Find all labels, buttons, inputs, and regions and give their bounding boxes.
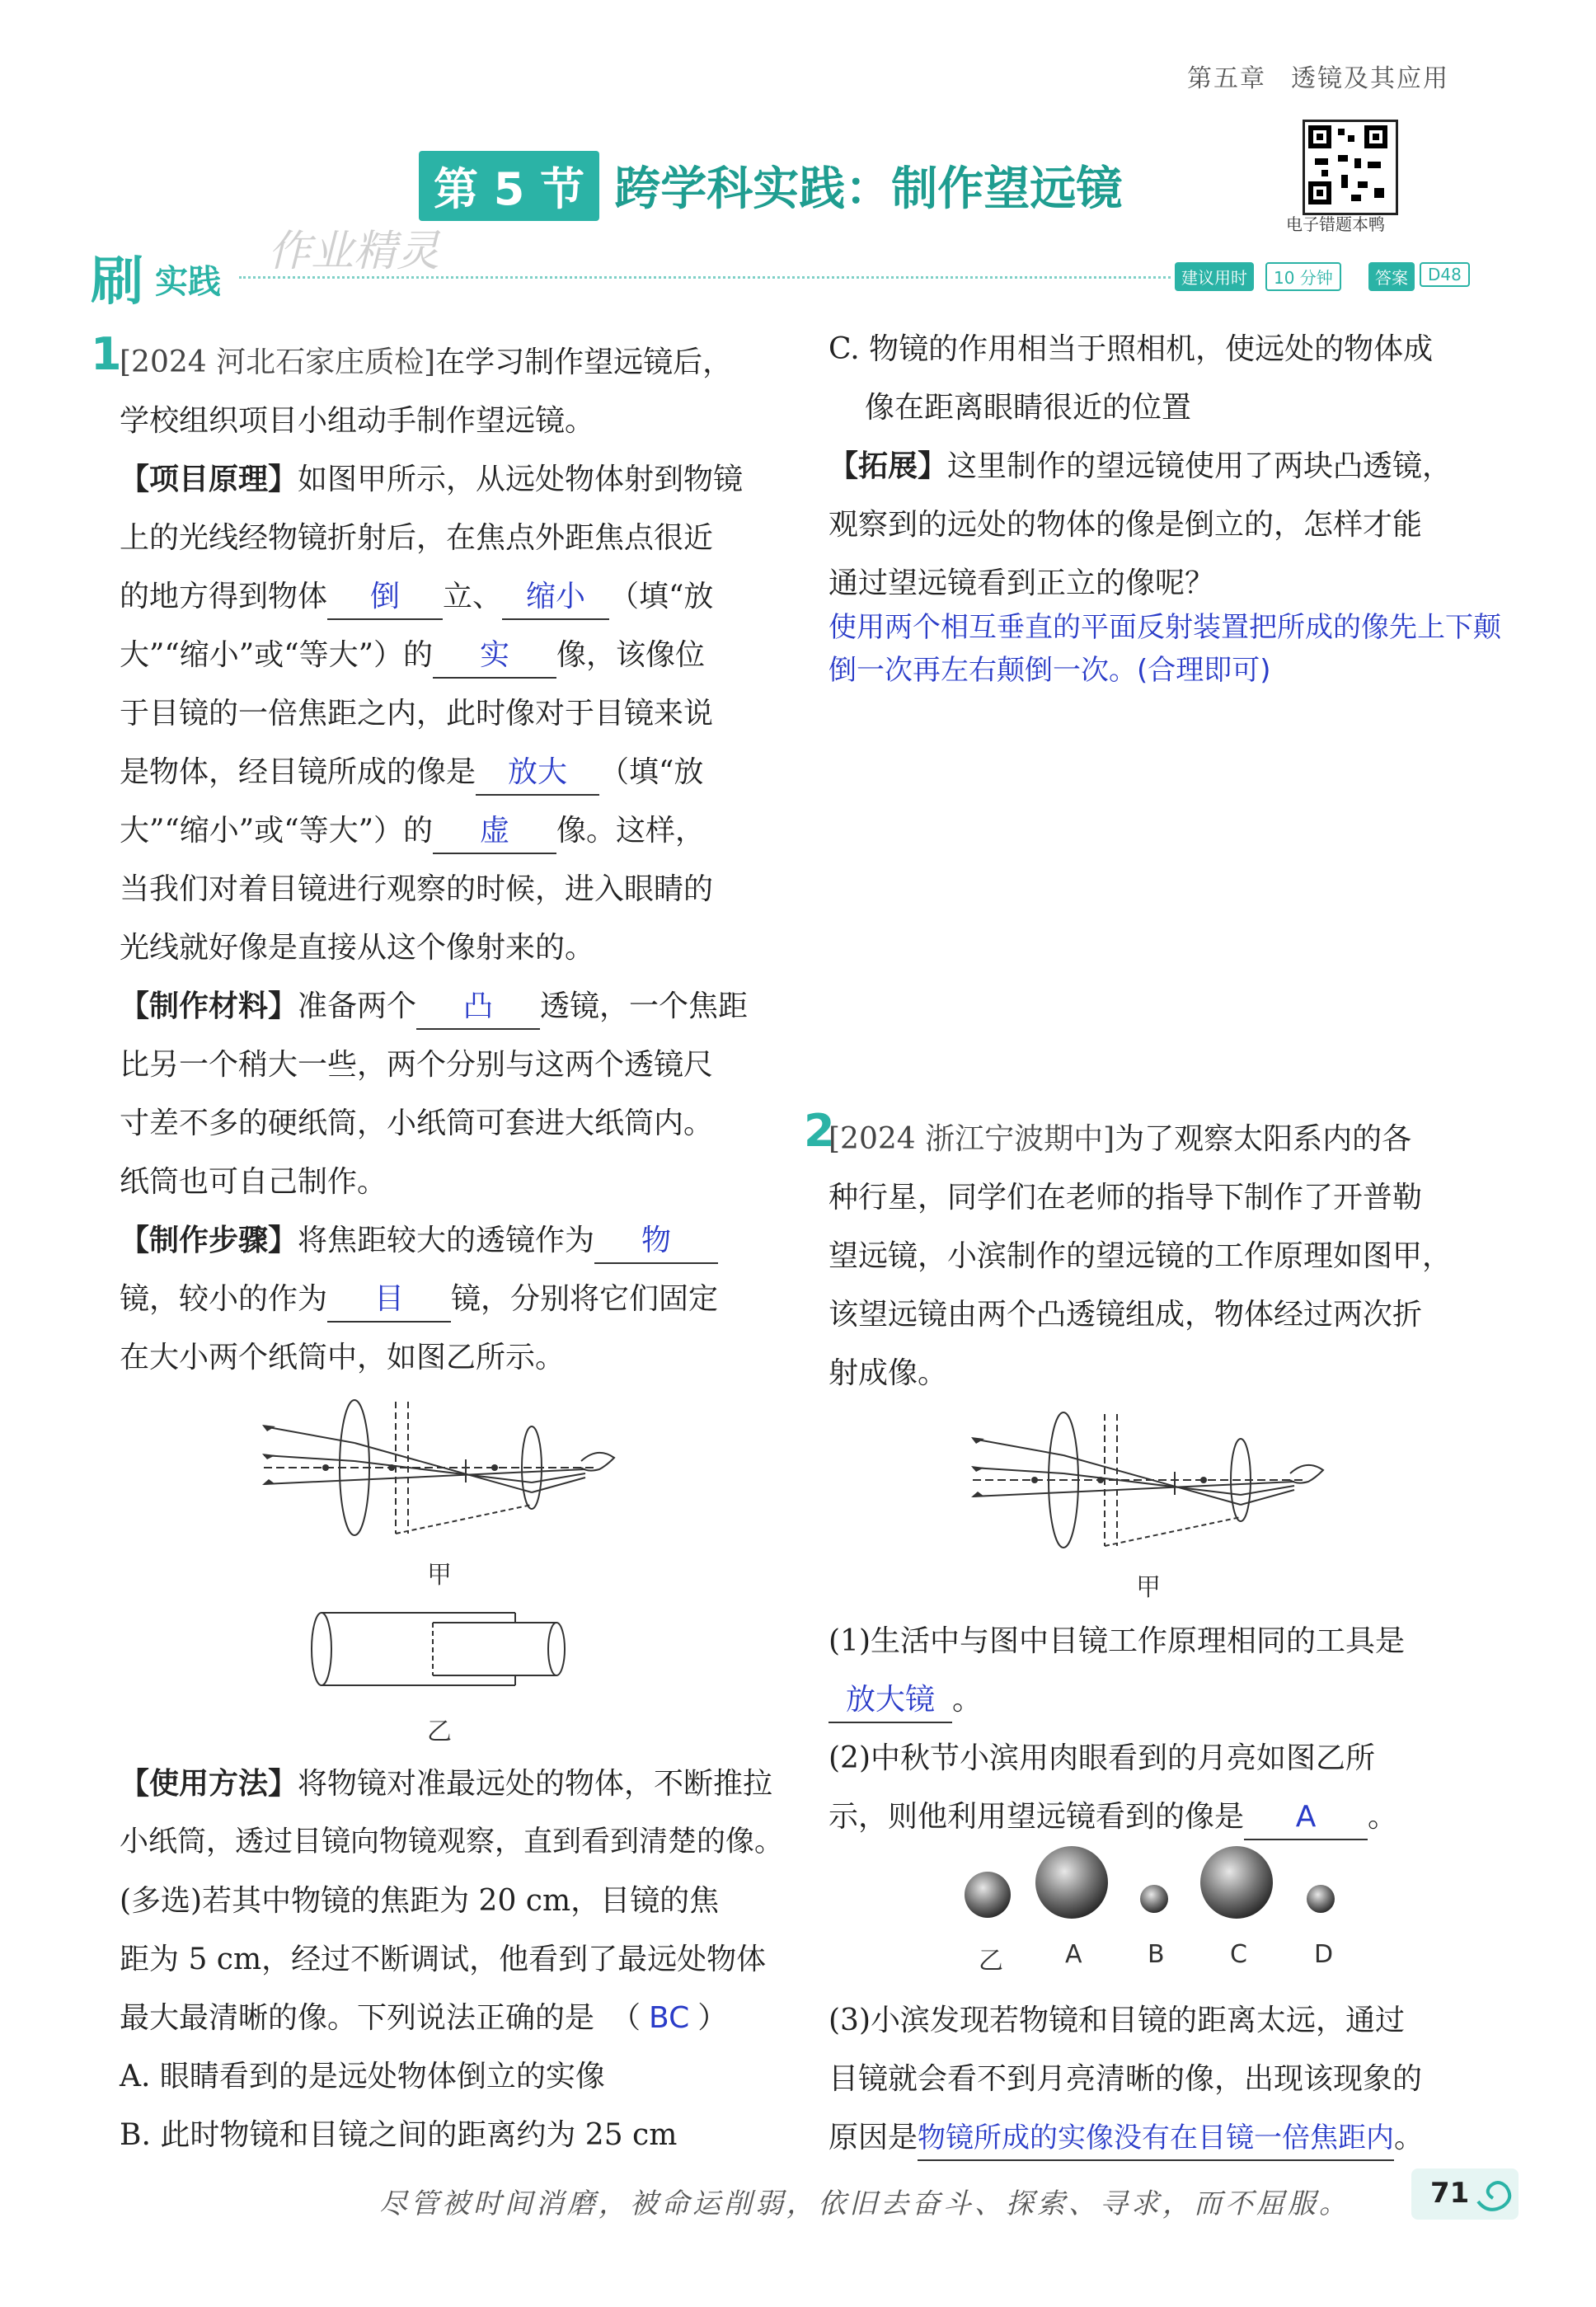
- answer-magnifier[interactable]: 放大镜: [829, 1679, 952, 1723]
- qr-code[interactable]: [1303, 120, 1398, 215]
- moon-d[interactable]: [1307, 1885, 1335, 1913]
- q2-intro-5: 射成像。: [829, 1356, 948, 1390]
- moon-label-a: A: [1065, 1940, 1082, 1969]
- chapter-number: 第五章: [1187, 64, 1266, 93]
- answer-blank-6[interactable]: 凸: [416, 985, 540, 1030]
- watermark: 作业精灵: [268, 227, 440, 276]
- q2-intro: 为了观察太阳系内的各: [1115, 1122, 1412, 1156]
- principle-text-4b: 像，该像位: [556, 638, 706, 672]
- moon-label-b: B: [1148, 1940, 1165, 1969]
- section-title-bar: [419, 153, 1122, 218]
- materials-text-3: 寸差不多的硬纸筒，小纸筒可套进大纸筒内。: [120, 1107, 714, 1140]
- steps-text-3: 在大小两个纸筒中，如图乙所示。: [120, 1341, 566, 1374]
- option-b[interactable]: B. 此时物镜和目镜之间的距离约为 25 cm: [120, 2118, 678, 2152]
- swirl-icon: [1472, 2168, 1521, 2218]
- moon-label-yi: 乙: [979, 1947, 1003, 1976]
- q2-number: 2: [804, 1105, 835, 1157]
- usage-text-4: 距为 5 cm，经过不断调试，他看到了最远处物体: [120, 1943, 767, 1976]
- figure-jia-caption: 甲: [427, 1561, 452, 1590]
- moon-b[interactable]: [1140, 1885, 1168, 1913]
- principle-text-9: 光线就好像是直接从这个像射来的。: [120, 931, 595, 965]
- answer-choice[interactable]: BC: [649, 2001, 690, 2035]
- q2-sub2-text-2: 示，则他利用望远镜看到的像是: [829, 1800, 1245, 1834]
- steps-text-2b: 镜，分别将它们固定: [451, 1282, 719, 1316]
- q1-continued: [829, 320, 1513, 613]
- q1-number: 1: [91, 328, 122, 380]
- q2-figure-jia-caption: 甲: [1136, 1573, 1161, 1602]
- moon-label-c: C: [1230, 1940, 1247, 1969]
- extension-text-3: 通过望远镜看到正立的像呢？: [829, 566, 1215, 600]
- footer-motto: 尽管被时间消磨，被命运削弱，依旧去奋斗、探索、寻求，而不屈服。: [379, 2187, 1350, 2220]
- principle-text-3b: 立、: [443, 580, 503, 613]
- time-label: 建议用时: [1175, 262, 1254, 291]
- q2-sub1-text: (1)生活中与图中目镜工作原理相同的工具是: [829, 1624, 1405, 1658]
- moon-label-d: D: [1314, 1940, 1334, 1969]
- telescope-diagram: [247, 1393, 635, 1542]
- answer-moon-choice[interactable]: A: [1244, 1796, 1368, 1840]
- principle-text-4: 大”“缩小”或“等大”）的: [120, 638, 434, 672]
- brand-practice: 实践: [155, 263, 221, 301]
- q2-sub3-text-2: 目镜就会看不到月亮清晰的像，出现该现象的: [829, 2062, 1423, 2096]
- paper-tube-diagram: [309, 1608, 581, 1690]
- q1-intro-2: 学校组织项目小组动手制作望远镜。: [120, 404, 595, 438]
- principle-text: 如图甲所示，从远处物体射到物镜: [298, 463, 744, 496]
- q2-sub2-text: (2)中秋节小滨用肉眼看到的月亮如图乙所: [829, 1741, 1375, 1775]
- extension-answer[interactable]: 使用两个相互垂直的平面反射装置把所成的像先上下颠倒一次再左右颠倒一次。(合理即可): [829, 611, 1501, 687]
- principle-text-3c: （填“放: [609, 580, 714, 613]
- extension-label: 【拓展】: [829, 449, 948, 483]
- q2-intro-3: 望远镜，小滨制作的望远镜的工作原理如图甲，: [829, 1239, 1453, 1273]
- section-title: 跨学科实践：制作望远镜: [614, 162, 1123, 216]
- q2-sub3-end: 。: [1394, 2121, 1425, 2154]
- principle-text-8: 当我们对着目镜进行观察的时候，进入眼睛的: [120, 872, 714, 906]
- steps-text: 将焦距较大的透镜作为: [298, 1224, 595, 1257]
- answer-blank-5[interactable]: 虚: [433, 810, 556, 854]
- q1-block: [120, 333, 771, 1387]
- figure-yi-caption: 乙: [427, 1717, 452, 1746]
- q1-intro: 在学习制作望远镜后，: [435, 345, 733, 379]
- page-number: 71: [1430, 2177, 1470, 2210]
- answer-label: 答案: [1368, 262, 1415, 291]
- answer-value: D48: [1420, 262, 1470, 287]
- telescope-diagram-2: [956, 1406, 1344, 1554]
- principle-text-2: 上的光线经物镜折射后，在焦点外距焦点很近: [120, 521, 714, 555]
- answer-blank-8[interactable]: 目: [327, 1278, 451, 1323]
- moon-a[interactable]: [1035, 1846, 1108, 1919]
- extension-text: 这里制作的望远镜使用了两块凸透镜，: [947, 449, 1453, 483]
- materials-text: 准备两个: [298, 989, 417, 1023]
- q2-block: [829, 1110, 1513, 1403]
- time-value: 10 分钟: [1265, 262, 1341, 291]
- q2-sub1: [829, 1612, 1513, 1846]
- qr-code-icon: [1305, 122, 1391, 208]
- steps-text-2: 镜，较小的作为: [120, 1282, 328, 1316]
- q2-intro-4: 该望远镜由两个凸透镜组成，物体经过两次折: [829, 1298, 1423, 1332]
- materials-text-b: 透镜，一个焦距: [540, 989, 749, 1023]
- moon-yi: [965, 1872, 1011, 1918]
- usage-text-5: 最大最清晰的像。下列说法正确的是: [120, 2001, 595, 2035]
- usage-text: 将物镜对准最远处的物体，不断推拉: [298, 1767, 773, 1801]
- principle-text-6: 是物体，经目镜所成的像是: [120, 755, 476, 789]
- principle-text-6b: （填“放: [599, 755, 704, 789]
- q2-sub1-end: 。: [952, 1683, 983, 1717]
- option-a[interactable]: A. 眼睛看到的是远处物体倒立的实像: [120, 2060, 605, 2093]
- steps-label: 【制作步骤】: [120, 1224, 298, 1257]
- chapter-header: [1187, 58, 1449, 94]
- q2-intro-2: 种行星，同学们在老师的指导下制作了开普勒: [829, 1181, 1423, 1215]
- section-badge: 第 5 节: [419, 151, 599, 221]
- extension-text-2: 观察到的远处的物体的像是倒立的，怎样才能: [829, 508, 1423, 542]
- header-rule: [239, 276, 1171, 279]
- option-c-2: 像在距离眼睛很近的位置: [865, 391, 1192, 425]
- moon-c[interactable]: [1200, 1846, 1273, 1919]
- principle-text-7: 大”“缩小”或“等大”）的: [120, 814, 434, 848]
- materials-label: 【制作材料】: [120, 989, 298, 1023]
- answer-reason[interactable]: 物镜所成的实像没有在目镜一倍焦距内: [918, 2117, 1394, 2161]
- q2-sub2-end: 。: [1368, 1800, 1398, 1834]
- principle-text-5: 于目镜的一倍焦距之内，此时像对于目镜来说: [120, 697, 714, 731]
- brand-brush: 刷: [91, 251, 143, 312]
- q2-sub3-text: (3)小滨发现若物镜和目镜的距离太远，通过: [829, 2004, 1405, 2037]
- principle-text-7b: 像。这样，: [556, 814, 706, 848]
- q1-usage-block: 【使用方法】将物镜对准最远处的物体，不断推拉 小纸筒，透过目镜向物镜观察，直到看到清楚的像。 (多选)若其中物镜的焦距为 20 cm，目镜的焦 距为 5 cm，经过不断调试，他看到了最远处物体 最大最清晰的像。下列说法正确的是 （ BC ） A. 眼睛看到的是远处物体倒立的实像 B. 此时物镜和目镜之间的距离约为 25 cm: [120, 1755, 771, 2164]
- q2-sub3: [829, 1991, 1513, 2167]
- usage-label: 【使用方法】: [120, 1767, 298, 1801]
- principle-label: 【项目原理】: [120, 463, 298, 496]
- usage-text-2: 小纸筒，透过目镜向物镜观察，直到看到清楚的像。: [120, 1825, 784, 1858]
- qr-caption: 电子错题本鸭: [1286, 214, 1385, 234]
- materials-text-2: 比另一个稍大一些，两个分别与这两个透镜尺: [120, 1048, 714, 1082]
- option-c[interactable]: C. 物镜的作用相当于照相机，使远处的物体成: [829, 332, 1434, 366]
- usage-text-3: (多选)若其中物镜的焦距为 20 cm，目镜的焦: [120, 1884, 720, 1918]
- answer-blank-3[interactable]: 实: [433, 634, 556, 679]
- q1-source: [2024 河北石家庄质检]: [120, 345, 436, 379]
- answer-blank-2[interactable]: 缩小: [502, 576, 609, 620]
- principle-text-3: 的地方得到物体: [120, 580, 328, 613]
- q2-sub3-text-3: 原因是: [829, 2121, 918, 2154]
- chapter-topic: 透镜及其应用: [1291, 64, 1449, 93]
- materials-text-4: 纸筒也可自己制作。: [120, 1165, 387, 1199]
- answer-blank-4[interactable]: 放大: [476, 751, 599, 796]
- q2-source: [2024 浙江宁波期中]: [829, 1122, 1115, 1156]
- answer-blank-1[interactable]: 倒: [327, 576, 443, 620]
- answer-blank-7[interactable]: 物: [594, 1219, 718, 1264]
